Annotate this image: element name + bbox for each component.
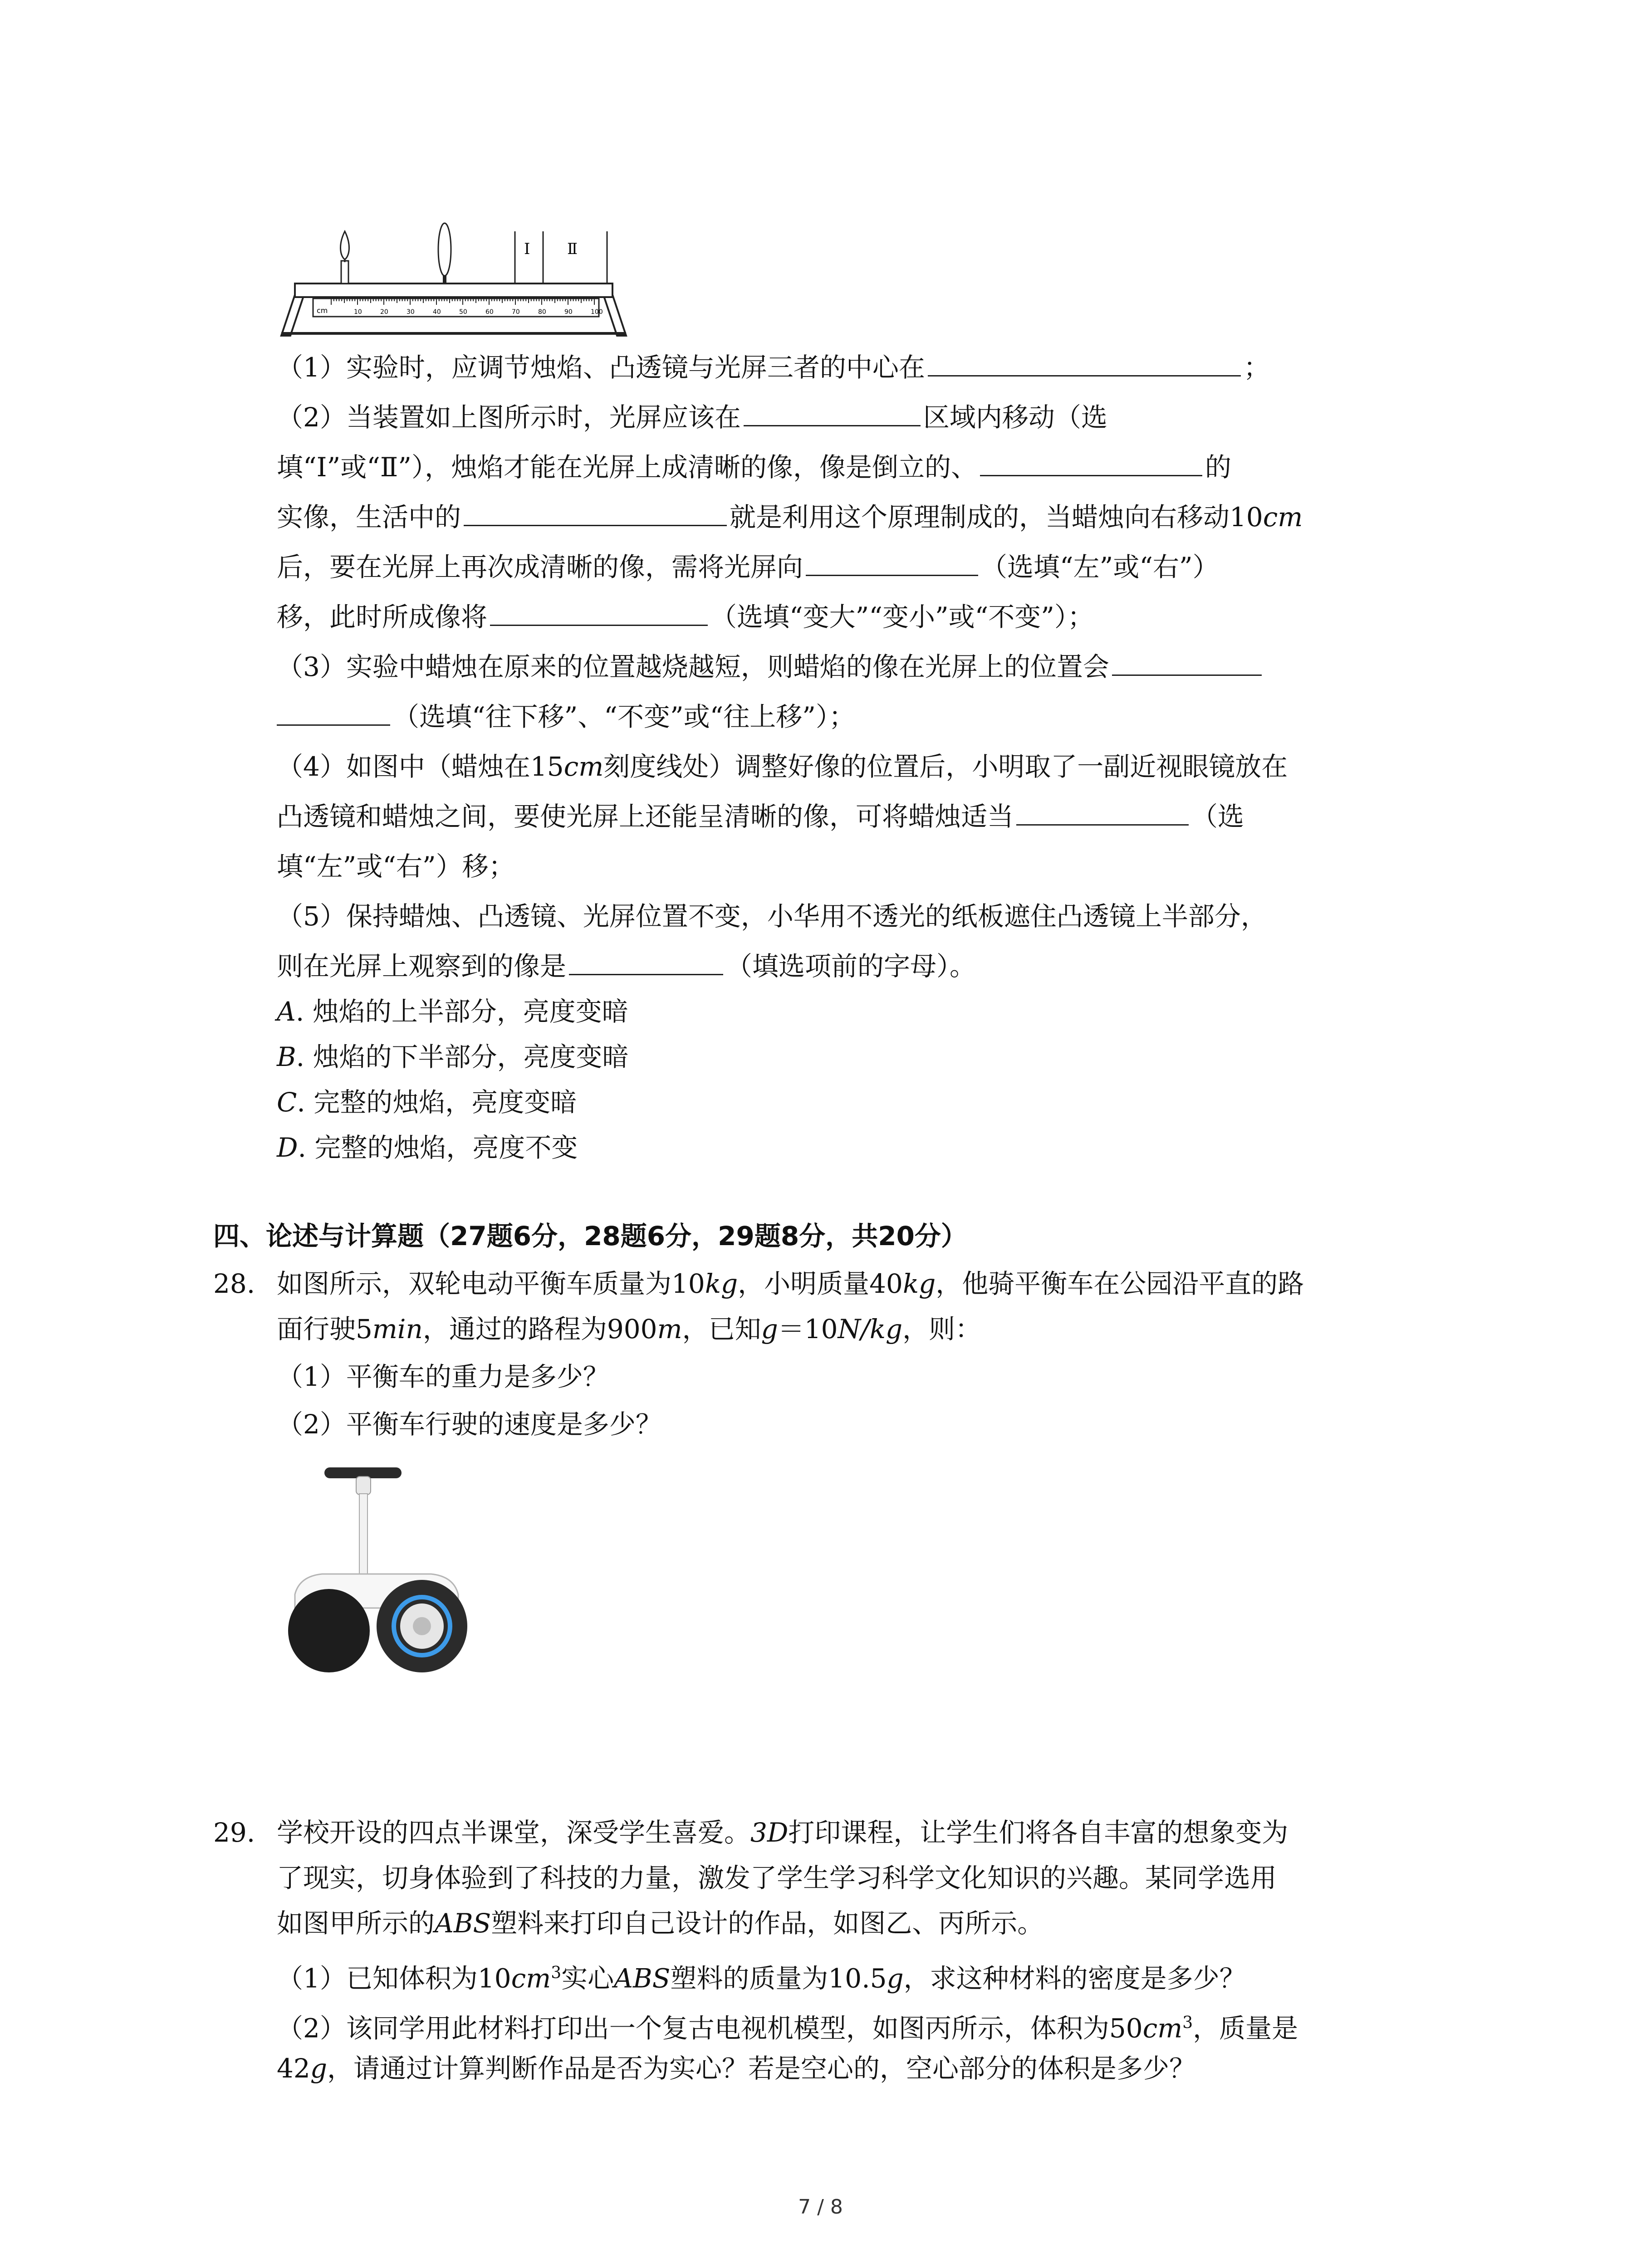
text: 面行驶 (277, 1314, 356, 1344)
text: 区域内移动（选 (923, 402, 1107, 433)
page-number: 7 / 8 (798, 2195, 843, 2219)
q27-sub2-line1 (277, 399, 1107, 435)
q29-line1 (277, 1814, 1288, 1851)
q27-sub3-line2 (277, 699, 855, 735)
q28-sub2: （2）平衡车行驶的速度是多少？ (277, 1409, 662, 1440)
option-c[interactable] (277, 1084, 577, 1120)
text: ，小明质量 (738, 1268, 870, 1299)
q28-line2 (277, 1311, 981, 1347)
ruler-tick-label: 20 (380, 308, 388, 316)
text: （填选项前的字母）。 (726, 951, 976, 982)
text: 移，此时所成像将 (277, 601, 488, 632)
text: 打印课程，让学生们将各自丰富的想象变为 (788, 1817, 1288, 1848)
value: 42 (277, 2053, 310, 2084)
text: 实心 (561, 1963, 614, 1994)
text: 学校开设的四点半课堂，深受学生喜爱。 (277, 1817, 751, 1848)
value: 5 (356, 1314, 372, 1344)
q27-sub4-line3 (277, 848, 515, 885)
text: ，已知 (682, 1314, 761, 1344)
ruler-tick-label: 100 (591, 308, 603, 316)
ruler-tick-label: 70 (512, 308, 520, 316)
text: （1）已知体积为 (277, 1963, 478, 1994)
ruler-tick-label: 10 (354, 308, 362, 316)
balance-scooter-image (281, 1458, 472, 1676)
option-b[interactable] (277, 1039, 629, 1075)
term: ABS (614, 1963, 671, 1994)
answer-blank[interactable] (1016, 800, 1189, 826)
text: 塑料的质量为 (670, 1963, 828, 1994)
text: 的 (1205, 452, 1231, 483)
value: 10 (477, 1963, 511, 1994)
left-wheel (288, 1589, 370, 1672)
question-number: 28. (213, 1268, 255, 1299)
text: （选填“往下移”、“不变”或“往上移”）； (393, 701, 855, 732)
unit: cm (511, 1963, 551, 1994)
ruler-tick-label: 40 (433, 308, 441, 316)
unit: m (657, 1314, 682, 1344)
term: ABS (435, 1908, 491, 1939)
ruler-tick-label: 80 (538, 308, 546, 316)
ruler-tick-label: 60 (485, 308, 494, 316)
option-text: . 完整的烛焰，亮度不变 (298, 1132, 578, 1163)
superscript: 3 (1182, 2014, 1193, 2032)
unit: g (310, 2053, 327, 2084)
q27-sub2-line4 (277, 549, 1219, 585)
text: （2）当装置如上图所示时，光屏应该在 (277, 402, 741, 433)
q29-sub2-line1 (277, 2005, 1298, 2046)
symbol: g (761, 1314, 778, 1344)
convex-lens (438, 223, 451, 276)
text: （3）实验中蜡烛在原来的位置越烧越短，则蜡焰的像在光屏上的位置会 (277, 651, 1109, 682)
ruler-tick-label: 30 (407, 308, 415, 316)
answer-blank[interactable] (569, 949, 723, 975)
text: 则在光屏上观察到的像是 (277, 951, 567, 982)
q27-sub5-line2 (277, 948, 976, 984)
scale-unit: cm (317, 306, 328, 315)
answer-blank[interactable] (980, 450, 1202, 476)
region-label-1: Ⅰ (524, 240, 530, 258)
value: ＝10 (778, 1314, 838, 1344)
q27-sub4-line2 (277, 798, 1244, 835)
q27-sub2-line3 (277, 499, 1303, 535)
q29-line3 (277, 1905, 1043, 1941)
ruler-tick-label: 50 (459, 308, 467, 316)
text: 就是利用这个原理制成的，当蜡烛向右移动 (730, 502, 1230, 533)
value: 15 (530, 751, 564, 782)
text: 如图甲所示的 (277, 1908, 435, 1939)
text: （选 (1191, 801, 1244, 832)
q27-sub3-line1 (277, 649, 1264, 685)
unit: g (887, 1963, 904, 1994)
option-letter: A (277, 996, 296, 1027)
text: （5）保持蜡烛、凸透镜、光屏位置不变，小华用不透光的纸板遮住凸透镜上半部分， (277, 901, 1267, 932)
answer-blank[interactable] (490, 600, 708, 626)
unit: cm (563, 751, 604, 782)
unit: kg (902, 1268, 936, 1299)
option-a[interactable] (277, 993, 628, 1030)
q27-sub4-line1 (277, 748, 1288, 785)
text: 如图所示，双轮电动平衡车质量为 (277, 1268, 672, 1299)
text: （2）该同学用此材料打印出一个复古电视机模型，如图丙所示，体积为 (277, 2013, 1109, 2044)
left-support-leg (281, 295, 304, 336)
option-text: . 烛焰的下半部分，亮度变暗 (296, 1041, 629, 1072)
option-letter: D (277, 1132, 298, 1163)
answer-blank[interactable] (806, 550, 978, 576)
unit: cm (1142, 2013, 1183, 2044)
text: 后，要在光屏上再次成清晰的像，需将光屏向 (277, 552, 803, 582)
section-heading: 四、论述与计算题（27题6分，28题6分，29题8分，共20分） (213, 1221, 967, 1251)
question-number: 29. (213, 1817, 255, 1848)
right-support-leg (603, 295, 626, 336)
value: 10.5 (828, 1963, 887, 1994)
unit: min (372, 1314, 423, 1344)
superscript: 3 (551, 1964, 562, 1982)
text: 凸透镜和蜡烛之间，要使光屏上还能呈清晰的像，可将蜡烛适当 (277, 801, 1014, 832)
answer-blank[interactable] (744, 401, 921, 426)
text: （1）实验时，应调节烛焰、凸透镜与光屏三者的中心在 (277, 352, 925, 383)
unit: cm (1263, 502, 1303, 533)
answer-blank[interactable] (1112, 650, 1262, 676)
unit: kg (705, 1268, 738, 1299)
text: 塑料来打印自己设计的作品，如图乙、丙所示。 (491, 1908, 1044, 1939)
optical-bench-figure (277, 213, 631, 345)
value: 50 (1109, 2013, 1143, 2044)
text: ； (1243, 352, 1270, 383)
value: 10 (671, 1268, 705, 1299)
text: ，他骑平衡车在公园沿平直的路 (936, 1268, 1304, 1299)
value: 40 (869, 1268, 903, 1299)
region-label-2: Ⅱ (567, 240, 578, 258)
candle (341, 261, 348, 284)
text: ，求这种材料的密度是多少？ (903, 1963, 1246, 1994)
text: ，通过的路程为 (422, 1314, 607, 1344)
value: 10 (1230, 502, 1263, 533)
text: （4）如图中（蜡烛在 (277, 751, 530, 782)
text: （选填“变大”“变小”或“不变”）； (710, 601, 1094, 632)
candle-flame (341, 231, 349, 259)
text: 刻度线处）调整好像的位置后，小明取了一副近视眼镜放在 (603, 751, 1288, 782)
text: 实像，生活中的 (277, 502, 461, 533)
option-d[interactable] (277, 1129, 578, 1166)
q27-sub2-line2 (277, 449, 1231, 485)
unit: N/kg (838, 1314, 903, 1344)
text: ，请通过计算判断作品是否为实心？若是空心的，空心部分的体积是多少？ (327, 2053, 1195, 2084)
value: 900 (607, 1314, 657, 1344)
text: ，则： (902, 1314, 982, 1344)
text: 填“左”或“右”）移； (277, 851, 515, 882)
option-letter: B (277, 1041, 296, 1072)
bench-rail (295, 284, 612, 297)
q27-sub5-line1 (277, 898, 1267, 934)
answer-blank[interactable] (277, 700, 390, 726)
option-text: . 完整的烛焰，亮度变暗 (297, 1087, 577, 1118)
q29-line2: 了现实，切身体验到了科技的力量，激发了学生学习科学文化知识的兴趣。某同学选用 (277, 1862, 1277, 1893)
answer-blank[interactable] (464, 500, 727, 526)
option-text: . 烛焰的上半部分，亮度变暗 (295, 996, 628, 1027)
text: 填“Ⅰ”或“Ⅱ”），烛焰才能在光屏上成清晰的像，像是倒立的、 (277, 452, 977, 483)
q27-sub1 (277, 349, 1270, 386)
option-letter: C (277, 1087, 297, 1118)
q27-sub2-line5 (277, 599, 1094, 635)
text: （选填“左”或“右”） (981, 552, 1219, 582)
q28-sub1: （1）平衡车的重力是多少？ (277, 1361, 609, 1392)
answer-blank[interactable] (928, 351, 1241, 376)
text: ，质量是 (1193, 2013, 1298, 2044)
ruler-tick-label: 90 (564, 308, 573, 316)
q29-sub2-line2 (277, 2050, 1195, 2087)
term: 3D (750, 1817, 789, 1848)
q28-line1 (277, 1266, 1304, 1302)
q29-sub1 (277, 1955, 1246, 1996)
